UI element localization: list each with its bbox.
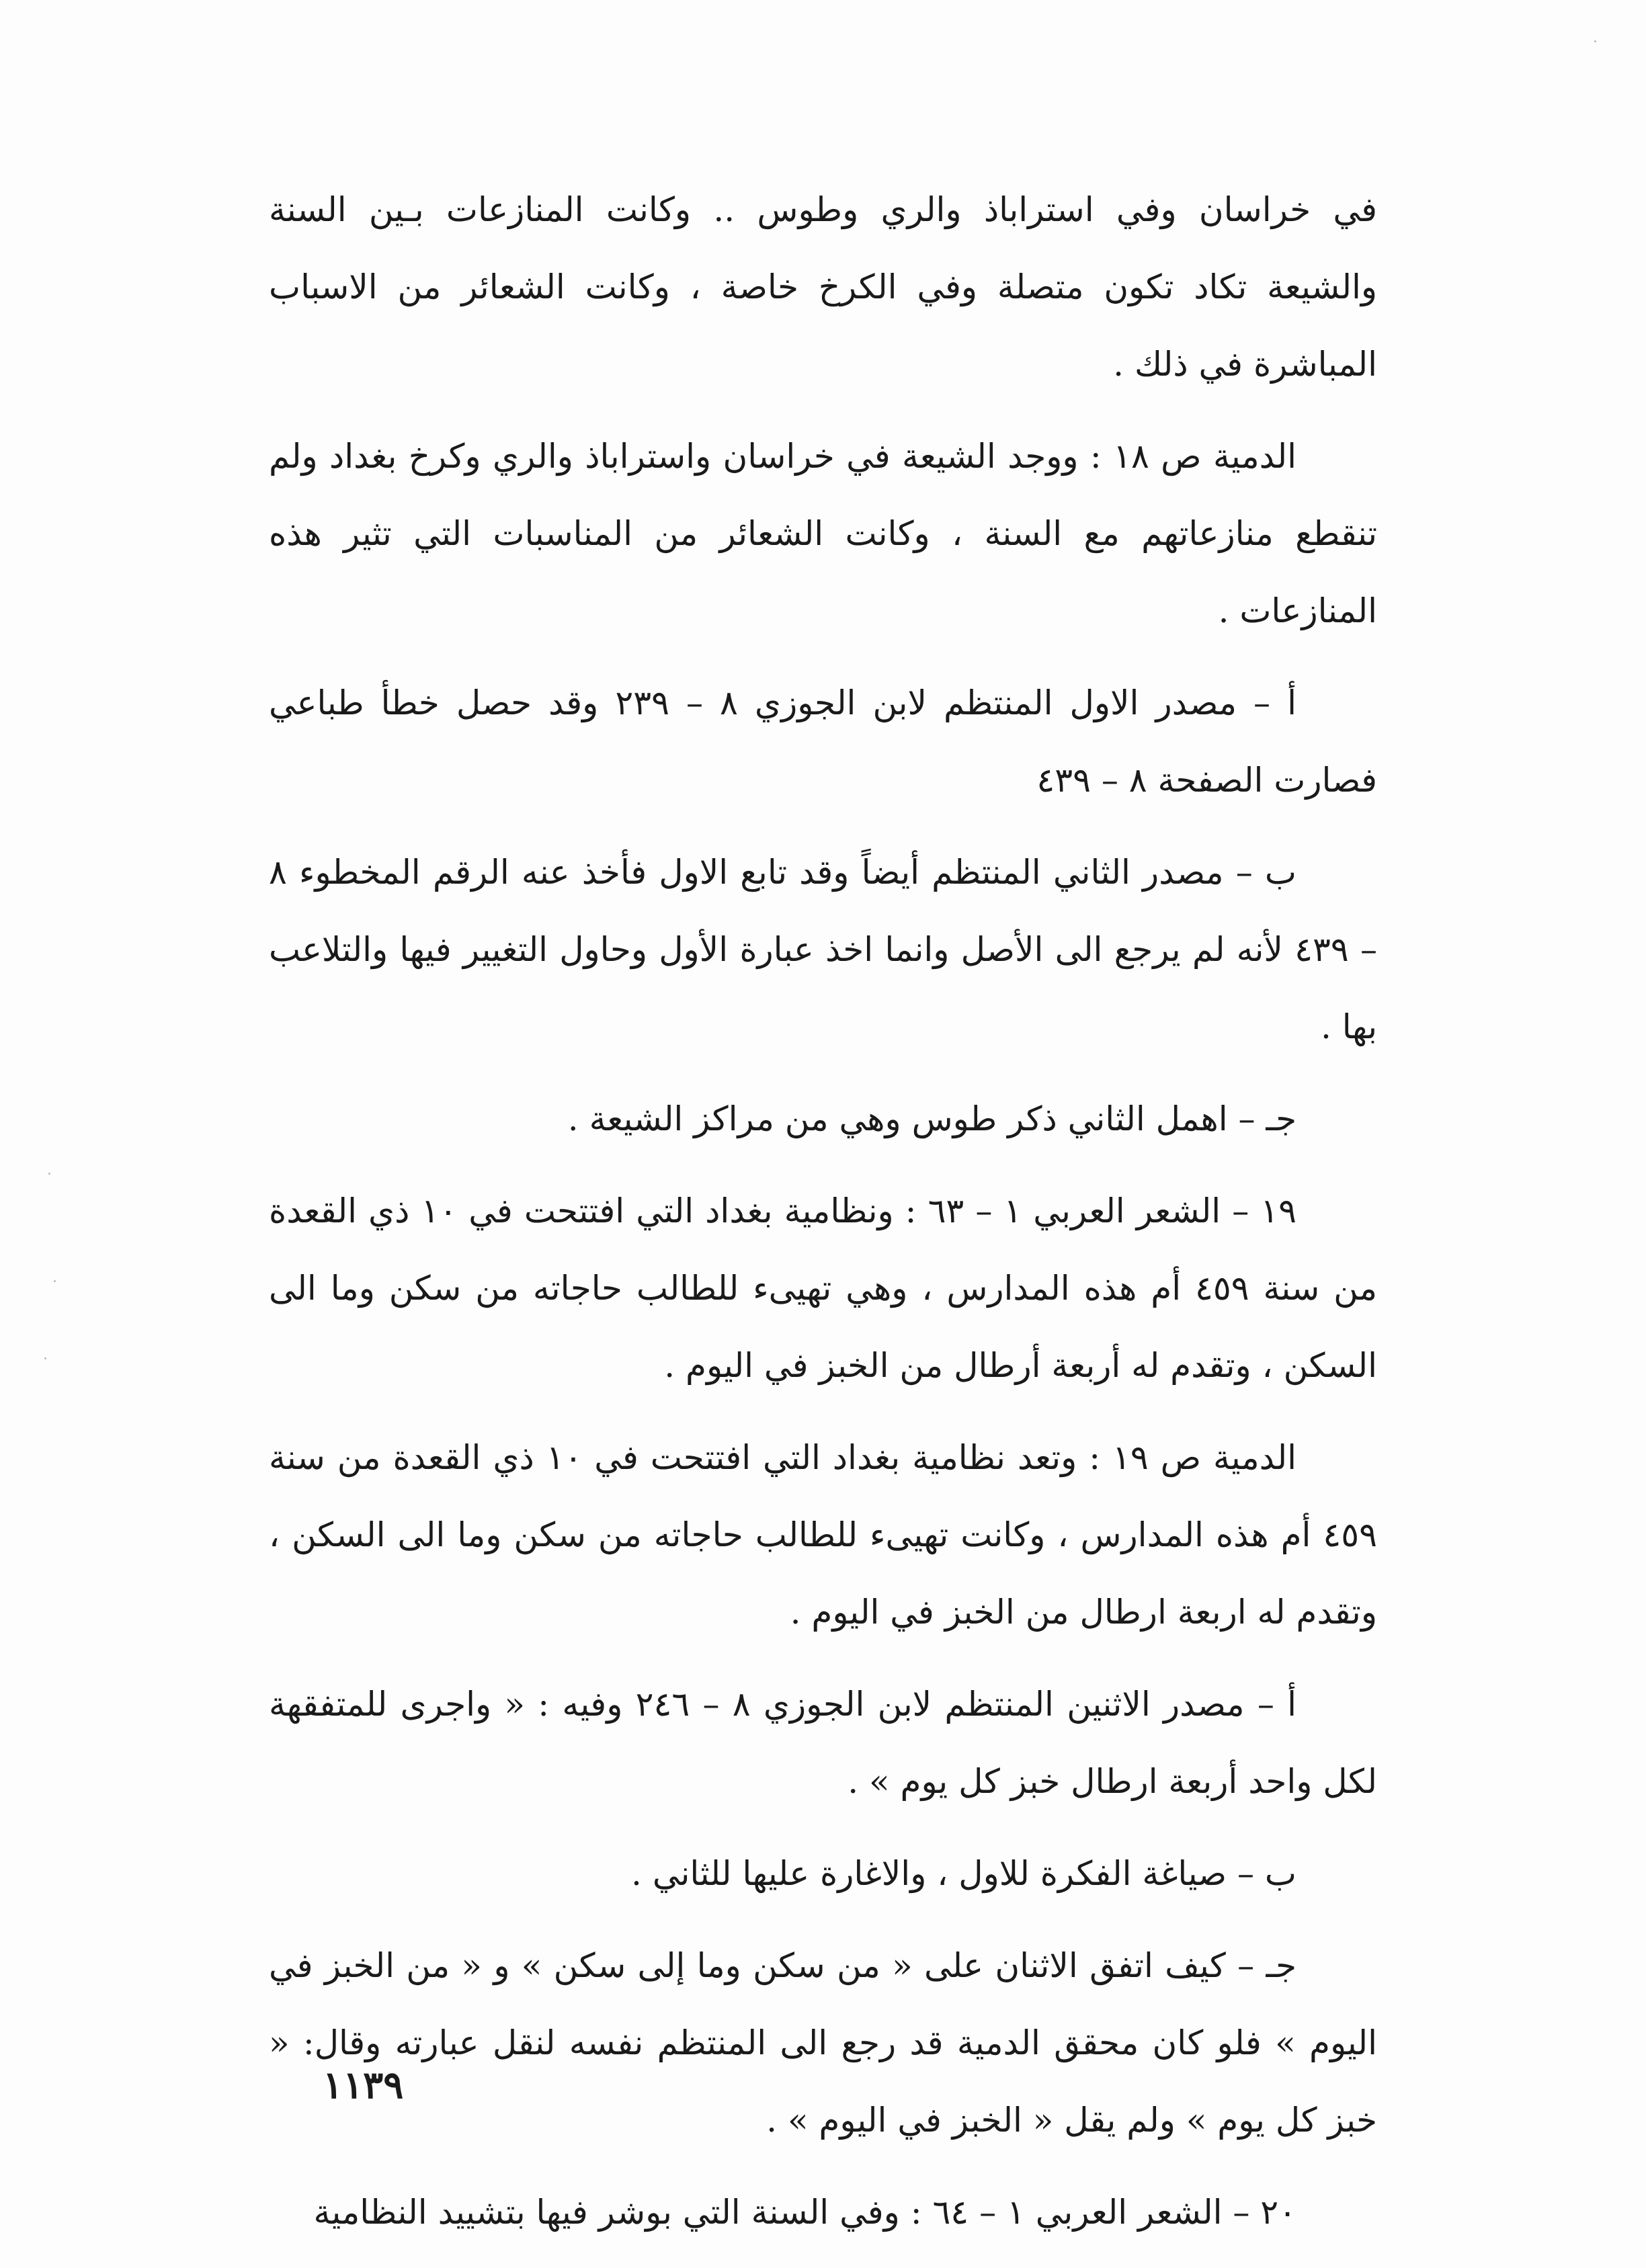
paragraph-11: ٢٠ – الشعر العربي ١ – ٦٤ : وفي السنة التي بوشر فيها بتشييد النظامية xyxy=(313,2193,1297,2232)
scan-speck xyxy=(54,1280,56,1282)
page-number: ١١٣٩ xyxy=(323,2063,404,2107)
paragraph-7: الدمية ص ١٩ : وتعد نظامية بغداد التي افتتحت في ١٠ ذي القعدة من سنة ٤٥٩ أم هذه المدارس ، وكانت تهيىء للطالب حاجاته من سكن وما الى السكن ، وتقدم له اربعة ارطال من الخبز في اليوم . xyxy=(269,1438,1377,1632)
body-text xyxy=(269,171,1377,2266)
paragraph-5: جـ – اهمل الثاني ذكر طوس وهي من مراكز الشيعة . xyxy=(567,1099,1297,1138)
paragraph-9: ب – صياغة الفكرة للاول ، والاغارة عليها للثاني . xyxy=(631,1854,1297,1893)
scan-speck xyxy=(1594,40,1596,42)
paragraph-2: الدمية ص ١٨ : ووجد الشيعة في خراسان واستراباذ والري وكرخ بغداد ولم تنقطع منازعاتهم مع السنة ، وكانت الشعائر من المناسبات التي تثير هذه المنازعات . xyxy=(269,437,1377,630)
paragraph-1: في خراسان وفي استراباذ والري وطوس .. وكانت المنازعات بـين السنة والشيعة تكاد تكون متصلة وفي الكرخ خاصة ، وكانت الشعائر من الاسباب المباشرة في ذلك . xyxy=(269,190,1377,384)
scan-speck xyxy=(48,1173,50,1175)
paragraph-4: ب – مصدر الثاني المنتظم أيضاً وقد تابع الاول فأخذ عنه الرقم المخطوء ٨ – ٤٣٩ لأنه لم يرجع الى الأصل وانما اخذ عبارة الأول وحاول التغيير فيها والتلاعب بها . xyxy=(269,853,1377,1046)
paragraph-3: أ – مصدر الاول المنتظم لابن الجوزي ٨ – ٢٣٩ وقد حصل خطأ طباعي فصارت الصفحة ٨ – ٤٣٩ xyxy=(269,683,1377,800)
paragraph-10: جـ – كيف اتفق الاثنان على « من سكن وما إلى سكن » و « من الخبز في اليوم » فلو كان محقق الدمية قد رجع الى المنتظم نفسه لنقل عبارته وقال: « خبز كل يوم » ولم يقل « الخبز في اليوم » . xyxy=(269,1946,1377,2140)
paragraph-8: أ – مصدر الاثنين المنتظم لابن الجوزي ٨ – ٢٤٦ وفيه : « واجرى للمتفقهة لكل واحد أربعة ارطال خبز كل يوم » . xyxy=(269,1685,1377,1801)
scan-speck xyxy=(44,1357,46,1359)
paragraph-6: ١٩ – الشعر العربي ١ – ٦٣ : ونظامية بغداد التي افتتحت في ١٠ ذي القعدة من سنة ٤٥٩ أم هذه المدارس ، وهي تهيىء للطالب حاجاته من سكن وما الى السكن ، وتقدم له أربعة أرطال من الخبز في اليوم . xyxy=(269,1191,1378,1385)
